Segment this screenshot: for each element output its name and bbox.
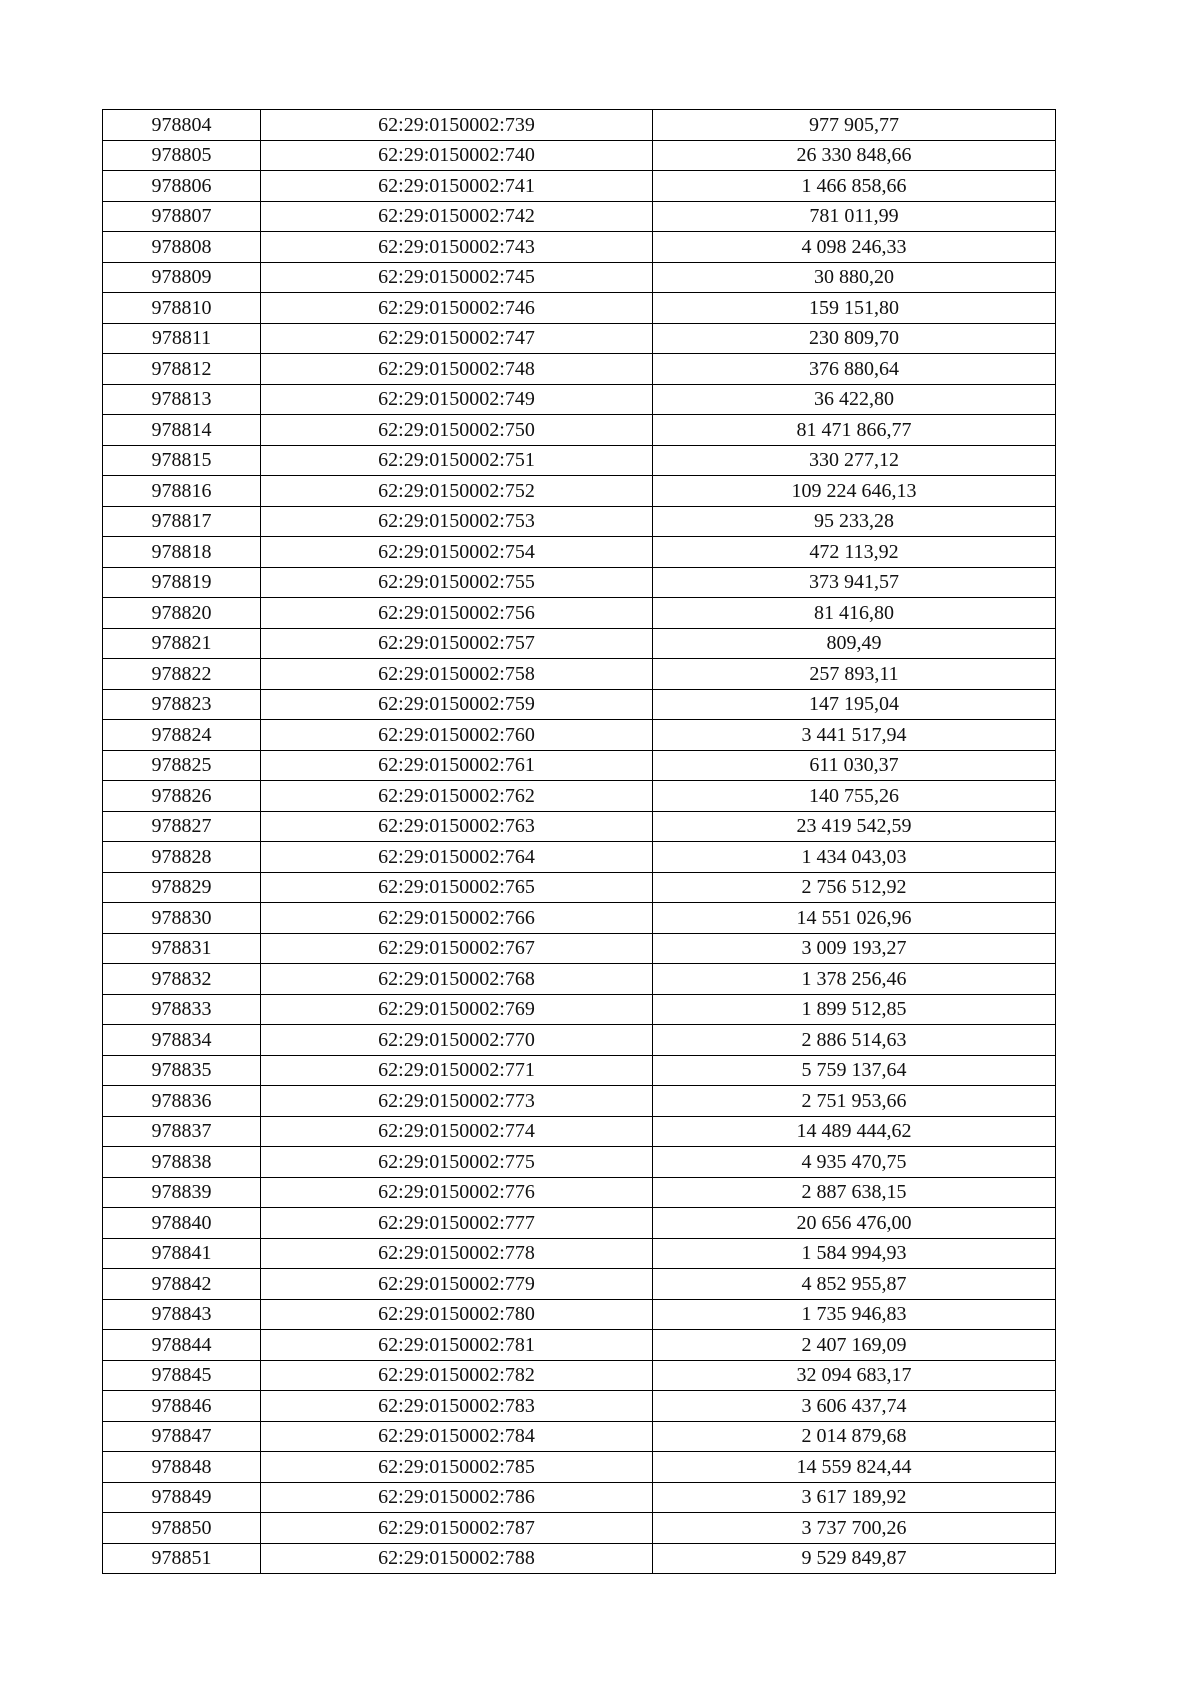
row-number-cell: 978846 [103,1391,261,1422]
row-number-cell: 978817 [103,506,261,537]
cadastral-value-cell: 2 751 953,66 [653,1086,1056,1117]
cadastral-number-cell: 62:29:0150002:739 [261,110,653,141]
row-number-cell: 978848 [103,1452,261,1483]
table-row [103,1513,1056,1544]
cadastral-number-cell: 62:29:0150002:762 [261,781,653,812]
cadastral-number-cell: 62:29:0150002:785 [261,1452,653,1483]
table-row [103,659,1056,690]
row-number-cell: 978824 [103,720,261,751]
cadastral-number-cell: 62:29:0150002:774 [261,1116,653,1147]
table-body [103,110,1056,1574]
cadastral-number-cell: 62:29:0150002:758 [261,659,653,690]
cadastral-number-cell: 62:29:0150002:783 [261,1391,653,1422]
table-row [103,598,1056,629]
cadastral-value-cell: 2 756 512,92 [653,872,1056,903]
cadastral-number-cell: 62:29:0150002:740 [261,140,653,171]
cadastral-number-cell: 62:29:0150002:771 [261,1055,653,1086]
cadastral-value-cell: 3 617 189,92 [653,1482,1056,1513]
cadastral-value-cell: 781 011,99 [653,201,1056,232]
cadastral-number-cell: 62:29:0150002:784 [261,1421,653,1452]
row-number-cell: 978808 [103,232,261,263]
row-number-cell: 978828 [103,842,261,873]
row-number-cell: 978831 [103,933,261,964]
row-number-cell: 978813 [103,384,261,415]
cadastral-value-cell: 5 759 137,64 [653,1055,1056,1086]
row-number-cell: 978845 [103,1360,261,1391]
cadastral-value-cell: 1 378 256,46 [653,964,1056,995]
row-number-cell: 978818 [103,537,261,568]
cadastral-value-cell: 81 471 866,77 [653,415,1056,446]
cadastral-number-cell: 62:29:0150002:773 [261,1086,653,1117]
row-number-cell: 978820 [103,598,261,629]
cadastral-value-cell: 4 935 470,75 [653,1147,1056,1178]
cadastral-value-cell: 147 195,04 [653,689,1056,720]
cadastral-number-cell: 62:29:0150002:769 [261,994,653,1025]
cadastral-value-cell: 3 009 193,27 [653,933,1056,964]
cadastral-value-cell: 36 422,80 [653,384,1056,415]
row-number-cell: 978839 [103,1177,261,1208]
row-number-cell: 978810 [103,293,261,324]
table-row [103,262,1056,293]
cadastral-value-cell: 20 656 476,00 [653,1208,1056,1239]
cadastral-number-cell: 62:29:0150002:780 [261,1299,653,1330]
cadastral-value-cell: 257 893,11 [653,659,1056,690]
row-number-cell: 978847 [103,1421,261,1452]
cadastral-number-cell: 62:29:0150002:775 [261,1147,653,1178]
cadastral-value-cell: 809,49 [653,628,1056,659]
row-number-cell: 978807 [103,201,261,232]
cadastral-value-cell: 81 416,80 [653,598,1056,629]
cadastral-value-cell: 2 887 638,15 [653,1177,1056,1208]
row-number-cell: 978832 [103,964,261,995]
cadastral-number-cell: 62:29:0150002:757 [261,628,653,659]
table-row [103,720,1056,751]
table-row [103,933,1056,964]
row-number-cell: 978833 [103,994,261,1025]
table-row [103,201,1056,232]
cadastral-value-cell: 3 606 437,74 [653,1391,1056,1422]
cadastral-number-cell: 62:29:0150002:745 [261,262,653,293]
row-number-cell: 978841 [103,1238,261,1269]
table-row [103,1482,1056,1513]
row-number-cell: 978823 [103,689,261,720]
table-row [103,1452,1056,1483]
cadastral-value-cell: 1 466 858,66 [653,171,1056,202]
row-number-cell: 978822 [103,659,261,690]
table-row [103,964,1056,995]
table-row [103,323,1056,354]
row-number-cell: 978838 [103,1147,261,1178]
cadastral-value-cell: 977 905,77 [653,110,1056,141]
cadastral-number-cell: 62:29:0150002:756 [261,598,653,629]
cadastral-value-cell: 95 233,28 [653,506,1056,537]
cadastral-number-cell: 62:29:0150002:742 [261,201,653,232]
table-row [103,506,1056,537]
cadastral-number-cell: 62:29:0150002:787 [261,1513,653,1544]
cadastral-value-cell: 2 886 514,63 [653,1025,1056,1056]
table-row [103,171,1056,202]
cadastral-number-cell: 62:29:0150002:741 [261,171,653,202]
table-row [103,903,1056,934]
row-number-cell: 978814 [103,415,261,446]
cadastral-value-cell: 3 441 517,94 [653,720,1056,751]
row-number-cell: 978849 [103,1482,261,1513]
cadastral-number-cell: 62:29:0150002:767 [261,933,653,964]
table-row [103,1116,1056,1147]
cadastral-number-cell: 62:29:0150002:786 [261,1482,653,1513]
cadastral-value-cell: 26 330 848,66 [653,140,1056,171]
cadastral-value-cell: 23 419 542,59 [653,811,1056,842]
row-number-cell: 978826 [103,781,261,812]
cadastral-number-cell: 62:29:0150002:766 [261,903,653,934]
cadastral-number-cell: 62:29:0150002:770 [261,1025,653,1056]
table-row [103,476,1056,507]
cadastral-value-cell: 1 584 994,93 [653,1238,1056,1269]
table-row [103,110,1056,141]
table-row [103,994,1056,1025]
table-row [103,293,1056,324]
table-row [103,415,1056,446]
cadastral-number-cell: 62:29:0150002:751 [261,445,653,476]
table-row [103,1086,1056,1117]
row-number-cell: 978834 [103,1025,261,1056]
row-number-cell: 978835 [103,1055,261,1086]
table-row [103,567,1056,598]
cadastral-number-cell: 62:29:0150002:755 [261,567,653,598]
row-number-cell: 978851 [103,1543,261,1574]
row-number-cell: 978844 [103,1330,261,1361]
table-row [103,384,1056,415]
cadastral-number-cell: 62:29:0150002:753 [261,506,653,537]
row-number-cell: 978811 [103,323,261,354]
cadastral-number-cell: 62:29:0150002:776 [261,1177,653,1208]
table-row [103,1208,1056,1239]
row-number-cell: 978827 [103,811,261,842]
table-row [103,1055,1056,1086]
table-row [103,1238,1056,1269]
cadastral-value-cell: 2 014 879,68 [653,1421,1056,1452]
cadastral-value-cell: 3 737 700,26 [653,1513,1056,1544]
cadastral-value-cell: 2 407 169,09 [653,1330,1056,1361]
cadastral-value-cell: 14 551 026,96 [653,903,1056,934]
cadastral-number-cell: 62:29:0150002:778 [261,1238,653,1269]
row-number-cell: 978840 [103,1208,261,1239]
table-row [103,689,1056,720]
table-row [103,1543,1056,1574]
cadastral-value-cell: 1 735 946,83 [653,1299,1056,1330]
cadastral-number-cell: 62:29:0150002:781 [261,1330,653,1361]
cadastral-number-cell: 62:29:0150002:777 [261,1208,653,1239]
row-number-cell: 978830 [103,903,261,934]
row-number-cell: 978809 [103,262,261,293]
cadastral-number-cell: 62:29:0150002:748 [261,354,653,385]
table-row [103,445,1056,476]
table-row [103,1177,1056,1208]
row-number-cell: 978805 [103,140,261,171]
row-number-cell: 978816 [103,476,261,507]
row-number-cell: 978806 [103,171,261,202]
cadastral-number-cell: 62:29:0150002:761 [261,750,653,781]
cadastral-value-cell: 1 899 512,85 [653,994,1056,1025]
cadastral-number-cell: 62:29:0150002:782 [261,1360,653,1391]
table-row [103,811,1056,842]
table-row [103,628,1056,659]
row-number-cell: 978825 [103,750,261,781]
cadastral-number-cell: 62:29:0150002:750 [261,415,653,446]
cadastral-number-cell: 62:29:0150002:779 [261,1269,653,1300]
cadastral-value-cell: 32 094 683,17 [653,1360,1056,1391]
row-number-cell: 978842 [103,1269,261,1300]
row-number-cell: 978821 [103,628,261,659]
cadastral-value-cell: 4 098 246,33 [653,232,1056,263]
cadastral-number-cell: 62:29:0150002:752 [261,476,653,507]
table-row [103,232,1056,263]
cadastral-value-cell: 611 030,37 [653,750,1056,781]
cadastral-number-cell: 62:29:0150002:788 [261,1543,653,1574]
table-row [103,781,1056,812]
cadastral-number-cell: 62:29:0150002:759 [261,689,653,720]
row-number-cell: 978812 [103,354,261,385]
cadastral-number-cell: 62:29:0150002:747 [261,323,653,354]
row-number-cell: 978850 [103,1513,261,1544]
cadastral-number-cell: 62:29:0150002:763 [261,811,653,842]
table-row [103,354,1056,385]
cadastral-value-cell: 472 113,92 [653,537,1056,568]
cadastral-value-table [102,109,1056,1574]
table-row [103,750,1056,781]
row-number-cell: 978836 [103,1086,261,1117]
cadastral-value-cell: 1 434 043,03 [653,842,1056,873]
cadastral-number-cell: 62:29:0150002:764 [261,842,653,873]
cadastral-value-cell: 30 880,20 [653,262,1056,293]
cadastral-value-cell: 376 880,64 [653,354,1056,385]
cadastral-value-cell: 109 224 646,13 [653,476,1056,507]
table-row [103,1299,1056,1330]
cadastral-number-cell: 62:29:0150002:760 [261,720,653,751]
table-row [103,537,1056,568]
table-row [103,1025,1056,1056]
table-row [103,140,1056,171]
cadastral-value-cell: 140 755,26 [653,781,1056,812]
cadastral-value-cell: 14 489 444,62 [653,1116,1056,1147]
table-row [103,1147,1056,1178]
cadastral-value-cell: 4 852 955,87 [653,1269,1056,1300]
cadastral-number-cell: 62:29:0150002:765 [261,872,653,903]
cadastral-value-cell: 159 151,80 [653,293,1056,324]
table-row [103,1421,1056,1452]
cadastral-value-cell: 14 559 824,44 [653,1452,1056,1483]
cadastral-number-cell: 62:29:0150002:768 [261,964,653,995]
cadastral-value-cell: 373 941,57 [653,567,1056,598]
table-row [103,1391,1056,1422]
table-row [103,1360,1056,1391]
row-number-cell: 978829 [103,872,261,903]
table-row [103,872,1056,903]
table-row [103,842,1056,873]
row-number-cell: 978819 [103,567,261,598]
row-number-cell: 978804 [103,110,261,141]
cadastral-number-cell: 62:29:0150002:754 [261,537,653,568]
cadastral-number-cell: 62:29:0150002:746 [261,293,653,324]
table-row [103,1330,1056,1361]
cadastral-value-cell: 230 809,70 [653,323,1056,354]
cadastral-value-cell: 9 529 849,87 [653,1543,1056,1574]
table-row [103,1269,1056,1300]
cadastral-value-cell: 330 277,12 [653,445,1056,476]
row-number-cell: 978815 [103,445,261,476]
cadastral-number-cell: 62:29:0150002:743 [261,232,653,263]
row-number-cell: 978843 [103,1299,261,1330]
cadastral-number-cell: 62:29:0150002:749 [261,384,653,415]
row-number-cell: 978837 [103,1116,261,1147]
